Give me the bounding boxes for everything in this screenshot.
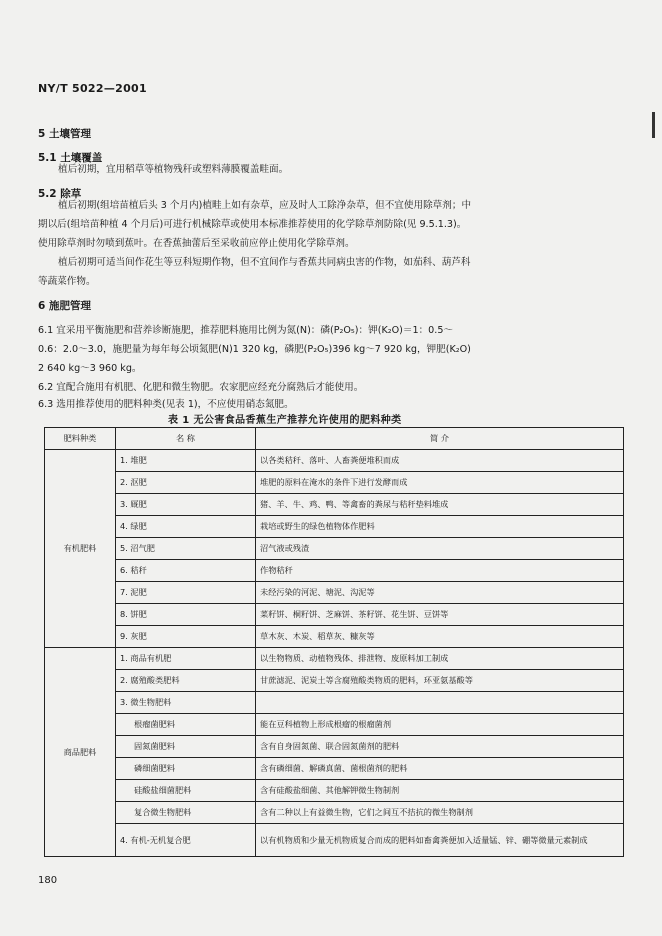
table-row <box>45 582 624 604</box>
section-5-1-heading: 5.1 土壤覆盖 <box>38 152 103 164</box>
table-row <box>45 758 624 780</box>
row-name: 5. 沼气肥 <box>116 538 256 560</box>
row-description: 以有机物质和少量无机物质复合而成的肥料如畜禽粪便加入适量锰、锌、硼等微量元素制成 <box>256 824 624 857</box>
row-description: 能在豆科植物上形成根瘤的根瘤菌剂 <box>256 714 624 736</box>
row-description: 菜籽饼、桐籽饼、芝麻饼、茶籽饼、花生饼、豆饼等 <box>256 604 624 626</box>
row-name: 3. 厩肥 <box>116 494 256 516</box>
table-row <box>45 780 624 802</box>
table-row <box>45 560 624 582</box>
section-6-1-line-1: 6.1 宜采用平衡施肥和营养诊断施肥，推荐肥料施用比例为氮(N)：磷(P₂O₅)：钾(K₂O)＝1：0.5～ <box>38 325 454 336</box>
row-description: 含有硅酸盐细菌、其他解钾微生物制剂 <box>256 780 624 802</box>
section-5-2-line-2: 期以后(组培苗种植 4 个月后)可进行机械除草或使用本标准推荐使用的化学除草剂防除(见 9.5.1.3)。 <box>38 219 467 230</box>
table-row <box>45 692 624 714</box>
page-edge-mark <box>652 112 655 138</box>
row-name: 磷细菌肥料 <box>116 758 256 780</box>
table-row <box>45 450 624 472</box>
table-caption: 表 1 无公害食品香蕉生产推荐允许使用的肥料种类 <box>168 415 402 426</box>
header-type: 肥料种类 <box>45 428 116 450</box>
table-row <box>45 604 624 626</box>
table-row <box>45 626 624 648</box>
row-description: 作物秸秆 <box>256 560 624 582</box>
header-name: 名 称 <box>116 428 256 450</box>
section-5-1-text: 植后初期，宜用稻草等植物残秆或塑料薄膜覆盖畦面。 <box>58 164 289 175</box>
table-row <box>45 648 624 670</box>
section-5-2-heading: 5.2 除草 <box>38 188 82 200</box>
row-description: 栽培或野生的绿色植物体作肥料 <box>256 516 624 538</box>
page-number: 180 <box>38 875 58 886</box>
row-name: 3. 微生物肥料 <box>116 692 256 714</box>
header-description: 简 介 <box>256 428 624 450</box>
row-name: 8. 饼肥 <box>116 604 256 626</box>
row-name: 2. 沤肥 <box>116 472 256 494</box>
fertilizer-table <box>44 427 624 857</box>
row-description <box>256 692 624 714</box>
table-row <box>45 538 624 560</box>
row-name: 复合微生物肥料 <box>116 802 256 824</box>
row-description: 以各类秸秆、落叶、人畜粪便堆积而成 <box>256 450 624 472</box>
row-description: 堆肥的原料在淹水的条件下进行发酵而成 <box>256 472 624 494</box>
row-description: 含有二种以上有益微生物，它们之间互不拮抗的微生物制剂 <box>256 802 624 824</box>
row-name: 9. 灰肥 <box>116 626 256 648</box>
row-name: 7. 泥肥 <box>116 582 256 604</box>
section-5-2-line-5: 等蔬菜作物。 <box>38 276 96 287</box>
row-name: 硅酸盐细菌肥料 <box>116 780 256 802</box>
row-name: 固氮菌肥料 <box>116 736 256 758</box>
row-name: 4. 绿肥 <box>116 516 256 538</box>
group-organic: 有机肥料 <box>45 450 116 648</box>
row-name: 1. 商品有机肥 <box>116 648 256 670</box>
table-row <box>45 494 624 516</box>
section-5-2-line-3: 使用除草剂时勿喷到蕉叶。在香蕉抽蕾后至采收前应停止使用化学除草剂。 <box>38 238 355 249</box>
section-6-3-text: 6.3 选用推荐使用的肥料种类(见表 1)，不应使用硝态氮肥。 <box>38 399 294 410</box>
section-6-heading: 6 施肥管理 <box>38 300 91 312</box>
table-row <box>45 472 624 494</box>
table-row <box>45 736 624 758</box>
row-name: 根瘤菌肥料 <box>116 714 256 736</box>
section-5-heading: 5 土壤管理 <box>38 128 91 140</box>
section-5-2-line-4: 植后初期可适当间作花生等豆科短期作物，但不宜间作与香蕉共同病虫害的作物，如茄科、葫芦科 <box>58 257 471 268</box>
table-row <box>45 670 624 692</box>
row-name: 2. 腐殖酸类肥料 <box>116 670 256 692</box>
group-commercial: 商品肥料 <box>45 648 116 857</box>
section-6-1-line-2: 0.6：2.0～3.0，施肥量为每年每公顷氮肥(N)1 320 kg，磷肥(P₂O₅)396 kg～7 920 kg，钾肥(K₂O) <box>38 344 471 355</box>
table-row <box>45 824 624 857</box>
row-description: 甘蔗滤泥、泥炭土等含腐殖酸类物质的肥料，环亚氨基酸等 <box>256 670 624 692</box>
table-row <box>45 516 624 538</box>
section-6-2-text: 6.2 宜配合施用有机肥、化肥和微生物肥。农家肥应经充分腐熟后才能使用。 <box>38 382 364 393</box>
row-description: 猪、羊、牛、鸡、鸭、等禽畜的粪尿与秸秆垫料堆成 <box>256 494 624 516</box>
row-name: 4. 有机-无机复合肥 <box>116 824 256 857</box>
row-description: 沼气液或残渣 <box>256 538 624 560</box>
row-description: 草木灰、木炭、稻草灰、糠灰等 <box>256 626 624 648</box>
section-5-2-line-1: 植后初期(组培苗植后头 3 个月内)植畦上如有杂草，应及时人工除净杂草，但不宜使用除草剂；中 <box>58 200 472 211</box>
table-header-row <box>45 428 624 450</box>
row-description: 含有自身固氮菌、联合固氮菌剂的肥料 <box>256 736 624 758</box>
row-name: 6. 秸秆 <box>116 560 256 582</box>
standard-code: NY/T 5022—2001 <box>38 82 147 95</box>
row-description: 以生物物质、动植物残体、排泄物、废原料加工制成 <box>256 648 624 670</box>
row-description: 未经污染的河泥、塘泥、沟泥等 <box>256 582 624 604</box>
row-name: 1. 堆肥 <box>116 450 256 472</box>
section-6-1-line-3: 2 640 kg～3 960 kg。 <box>38 363 142 374</box>
table-row <box>45 714 624 736</box>
row-description: 含有磷细菌、解磷真菌、菌根菌剂的肥料 <box>256 758 624 780</box>
table-row <box>45 802 624 824</box>
